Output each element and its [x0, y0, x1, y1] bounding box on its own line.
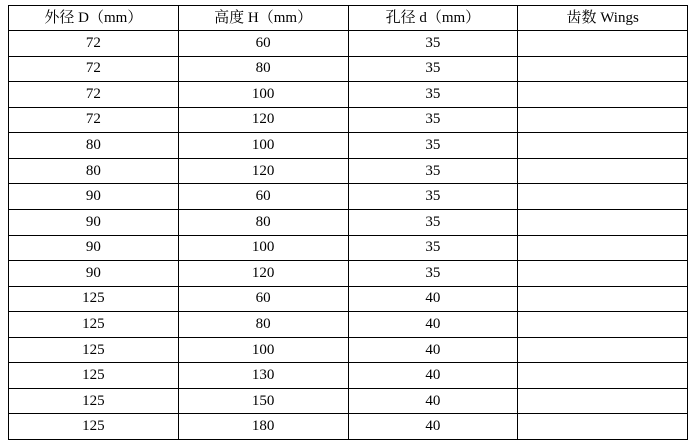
table-cell: 80 — [9, 133, 179, 159]
table-row — [9, 414, 688, 440]
table-cell: 90 — [9, 261, 179, 287]
table-row — [9, 107, 688, 133]
table-cell — [518, 184, 688, 210]
table-cell: 40 — [348, 388, 518, 414]
table-cell: 72 — [9, 82, 179, 108]
table-cell — [518, 82, 688, 108]
table-cell: 100 — [178, 82, 348, 108]
table-cell: 100 — [178, 337, 348, 363]
table-row — [9, 363, 688, 389]
table-cell — [518, 31, 688, 57]
table-cell: 72 — [9, 31, 179, 57]
table-cell: 100 — [178, 133, 348, 159]
table-cell: 80 — [9, 158, 179, 184]
table-cell: 125 — [9, 337, 179, 363]
table-cell: 40 — [348, 312, 518, 338]
table-cell — [518, 363, 688, 389]
table-row — [9, 31, 688, 57]
table-cell: 35 — [348, 31, 518, 57]
table-cell: 130 — [178, 363, 348, 389]
spec-table-header — [9, 6, 688, 31]
table-cell: 60 — [178, 286, 348, 312]
table-cell: 35 — [348, 82, 518, 108]
table-row — [9, 312, 688, 338]
table-cell — [518, 56, 688, 82]
header-outer-diameter: 外径 D（mm） — [9, 6, 179, 31]
table-cell: 35 — [348, 158, 518, 184]
table-cell: 35 — [348, 184, 518, 210]
table-cell — [518, 388, 688, 414]
table-cell: 35 — [348, 209, 518, 235]
table-row — [9, 133, 688, 159]
table-cell: 125 — [9, 414, 179, 440]
header-hole-diameter: 孔径 d（mm） — [348, 6, 518, 31]
table-cell: 35 — [348, 107, 518, 133]
table-cell: 125 — [9, 363, 179, 389]
spec-table-body — [9, 31, 688, 440]
table-cell: 60 — [178, 31, 348, 57]
table-cell: 72 — [9, 107, 179, 133]
table-cell: 150 — [178, 388, 348, 414]
table-cell: 60 — [178, 184, 348, 210]
table-cell: 125 — [9, 312, 179, 338]
table-cell — [518, 158, 688, 184]
table-cell: 72 — [9, 56, 179, 82]
table-cell: 120 — [178, 107, 348, 133]
table-row — [9, 286, 688, 312]
table-cell: 90 — [9, 235, 179, 261]
table-cell: 40 — [348, 337, 518, 363]
table-cell: 40 — [348, 363, 518, 389]
table-row — [9, 209, 688, 235]
table-cell: 100 — [178, 235, 348, 261]
table-cell — [518, 235, 688, 261]
table-cell — [518, 286, 688, 312]
table-cell — [518, 414, 688, 440]
table-row — [9, 261, 688, 287]
table-row — [9, 184, 688, 210]
header-height: 高度 H（mm） — [178, 6, 348, 31]
table-row — [9, 337, 688, 363]
table-cell: 80 — [178, 56, 348, 82]
table-cell: 80 — [178, 312, 348, 338]
table-row — [9, 158, 688, 184]
header-wings: 齿数 Wings — [518, 6, 688, 31]
table-cell — [518, 312, 688, 338]
table-cell: 90 — [9, 209, 179, 235]
table-cell: 35 — [348, 261, 518, 287]
table-row — [9, 56, 688, 82]
table-cell: 120 — [178, 261, 348, 287]
table-cell: 80 — [178, 209, 348, 235]
table-row — [9, 82, 688, 108]
table-cell: 125 — [9, 286, 179, 312]
table-row — [9, 388, 688, 414]
table-cell: 35 — [348, 133, 518, 159]
table-cell — [518, 133, 688, 159]
table-cell: 35 — [348, 56, 518, 82]
table-cell: 180 — [178, 414, 348, 440]
table-cell: 125 — [9, 388, 179, 414]
spec-table — [8, 5, 688, 440]
table-cell — [518, 107, 688, 133]
table-cell: 35 — [348, 235, 518, 261]
table-cell: 40 — [348, 286, 518, 312]
table-cell: 90 — [9, 184, 179, 210]
table-cell: 120 — [178, 158, 348, 184]
table-row — [9, 235, 688, 261]
table-cell — [518, 337, 688, 363]
header-row — [9, 6, 688, 31]
table-cell — [518, 261, 688, 287]
table-cell — [518, 209, 688, 235]
table-cell: 40 — [348, 414, 518, 440]
